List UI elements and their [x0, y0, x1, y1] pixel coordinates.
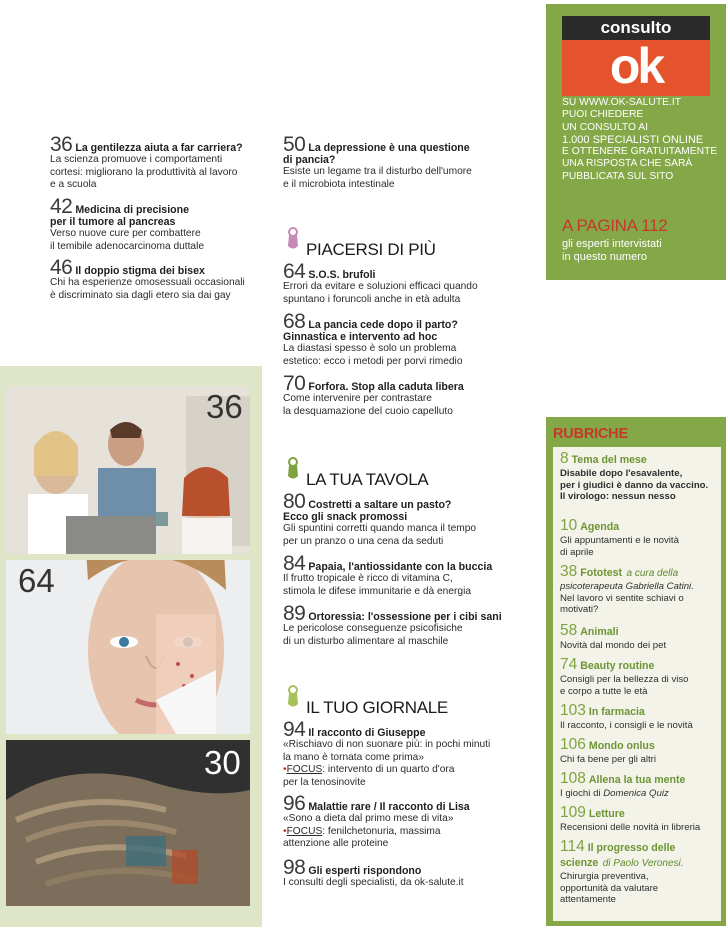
toc-entry-89[interactable]: [283, 602, 513, 648]
page-number: 68: [283, 310, 306, 333]
focus-line: •FOCUS: fenilchetonuria, massima: [283, 825, 441, 837]
rubrica-item-38[interactable]: [560, 564, 722, 616]
entry-desc: Chi ha esperienze omosessuali occasionali: [50, 277, 245, 288]
entry-desc: di un disturbo alimentare al maschile: [283, 635, 449, 647]
rubrica-title: Il progresso delle: [587, 842, 676, 854]
page-number: 64: [283, 260, 306, 283]
entry-title-line2: per il tumore al pancreas: [50, 216, 176, 228]
page-number: 46: [50, 256, 73, 279]
rubrica-title: Tema del mese: [571, 454, 647, 466]
toc-entry-80[interactable]: [283, 490, 513, 548]
entry-desc: spuntano i foruncoli anche in età adulta: [283, 293, 461, 305]
toc-entry-46[interactable]: [50, 256, 260, 302]
toc-entry-98[interactable]: [283, 856, 519, 890]
rubrica-desc: opportunità da valutare: [560, 882, 659, 894]
ok-logo-text: ok: [609, 38, 663, 94]
consulto-label: consulto: [562, 16, 710, 40]
rubrica-author: a cura della: [626, 568, 679, 579]
section-heading-giornale: IL TUO GIORNALE: [306, 698, 448, 718]
entry-title: La gentilezza aiuta a far carriera?: [75, 142, 243, 154]
entry-desc: La diastasi spesso è solo un problema: [283, 343, 457, 354]
rubrica-title-line2: scienze: [560, 857, 599, 869]
ok-hand-icon: [284, 456, 302, 482]
rubrica-desc: Recensioni delle novità in libreria: [560, 822, 701, 833]
rubriche-box: [546, 417, 726, 926]
entry-desc: cortesi: migliorano la produttività al lavoro: [50, 166, 238, 178]
rubriche-list: [553, 447, 721, 921]
entry-desc: I consulti degli specialisti, da ok-salute.it: [283, 877, 464, 888]
entry-desc: «Rischiavo di non suonare più: in pochi minuti: [283, 739, 491, 750]
entry-title-line2: di pancia?: [283, 154, 336, 166]
entry-desc: Come intervenire per contrastare: [283, 393, 432, 404]
consulto-line: PUBBLICATA SUL SITO: [562, 170, 674, 182]
entry-title: Il racconto di Giuseppe: [308, 727, 426, 739]
toc-entry-36[interactable]: [50, 133, 260, 192]
entry-title: Forfora. Stop alla caduta libera: [308, 381, 464, 393]
rubrica-desc: Chirurgia preventiva,: [560, 871, 649, 882]
entry-title: Malattie rare / Il racconto di Lisa: [308, 801, 470, 813]
focus-line: •FOCUS: intervento di un quarto d'ora: [283, 764, 455, 775]
consulto-line: PUOI CHIEDERE: [562, 109, 644, 121]
photo-page-number: 36: [206, 388, 243, 425]
page-number: 58: [560, 622, 578, 639]
page-number: 106: [560, 736, 586, 753]
page-number: 94: [283, 718, 306, 741]
rubrica-title: Letture: [588, 808, 625, 820]
rubriche-heading: RUBRICHE: [553, 426, 628, 442]
a-pagina-sub: gli esperti intervistati in questo numero: [562, 238, 662, 263]
consulto-text: [562, 97, 722, 183]
toc-entry-68[interactable]: [283, 310, 513, 368]
entry-desc: Verso nuove cure per combattere: [50, 228, 201, 239]
rubrica-title: In farmacia: [588, 706, 645, 718]
entry-title: La depressione è una questione: [308, 142, 470, 154]
rubrica-item-74[interactable]: [560, 657, 722, 697]
rubrica-item-8[interactable]: [560, 451, 722, 503]
rubrica-desc: Nel lavoro vi sentite schiavi o: [560, 592, 684, 604]
rubrica-title: Mondo onlus: [588, 740, 655, 752]
photo-face[interactable]: [6, 560, 250, 734]
page-number: 109: [560, 804, 586, 821]
entry-title: Il doppio stigma dei bisex: [75, 265, 205, 277]
entry-title-line2: Ginnastica e intervento ad hoc: [283, 331, 438, 343]
entry-title-line2: Ecco gli snack promossi: [283, 511, 408, 523]
rubrica-desc: motivati?: [560, 604, 599, 615]
entry-desc: «Sono a dieta dal primo mese di vita»: [283, 813, 454, 824]
rubrica-title: Agenda: [580, 521, 620, 533]
rubrica-title: Animali: [580, 626, 619, 638]
rubrica-item-103[interactable]: [560, 703, 722, 732]
entry-desc: attenzione alle proteine: [283, 838, 389, 849]
toc-entry-84[interactable]: [283, 552, 513, 598]
page-number: 84: [283, 552, 306, 575]
ok-hand-icon: [284, 226, 302, 252]
rubrica-title: Allena la tua mente: [588, 774, 686, 786]
photo-page-number: 30: [204, 744, 241, 781]
toc-entry-94[interactable]: [283, 718, 519, 789]
entry-desc: per un pranzo o una cena da seduti: [283, 535, 444, 547]
a-pagina-heading: A PAGINA 112: [562, 216, 668, 235]
page-number: 42: [50, 195, 73, 218]
toc-entry-96[interactable]: [283, 792, 519, 851]
rubrica-desc: Disabile dopo l'esavalente,: [560, 468, 683, 479]
entry-desc: è discriminato sia dagli etero sia dai gay: [50, 289, 231, 301]
rubrica-item-108[interactable]: [560, 771, 722, 800]
rubrica-item-58[interactable]: [560, 623, 722, 652]
consulto-line: UN CONSULTO AI: [562, 121, 649, 133]
rubrica-title: Beauty routine: [580, 660, 655, 672]
entry-desc: il temibile adenocarcinoma duttale: [50, 240, 205, 252]
consulto-line: SU WWW.OK-SALUTE.IT: [562, 97, 681, 108]
section-heading-piacersi: PIACERSI DI PIÙ: [306, 240, 436, 260]
ok-logo: [562, 16, 710, 96]
entry-title: Medicina di precisione: [75, 204, 189, 216]
entry-desc: La scienza promuove i comportamenti: [50, 154, 223, 165]
entry-desc: Il frutto tropicale è ricco di vitamina C,: [283, 573, 453, 584]
toc-entry-64[interactable]: [283, 260, 513, 306]
entry-title: Gli esperti rispondono: [308, 865, 422, 877]
page-number: 38: [560, 563, 578, 580]
rubrica-desc: di aprile: [560, 546, 594, 558]
toc-entry-50[interactable]: [283, 133, 513, 191]
rubrica-desc: Chi fa bene per gli altri: [560, 754, 656, 765]
photo-page-number: 64: [18, 562, 55, 599]
entry-title: S.O.S. brufoli: [308, 269, 376, 281]
consulto-line: 1.000 SPECIALISTI ONLINE: [562, 133, 704, 146]
toc-entry-70[interactable]: [283, 372, 513, 418]
rubrica-desc: Consigli per la bellezza di viso: [560, 674, 689, 685]
focus-link[interactable]: FOCUS: [286, 825, 323, 837]
entry-desc: e il microbiota intestinale: [283, 178, 395, 190]
entry-desc: Esiste un legame tra il disturbo dell'umore: [283, 166, 472, 177]
section-heading-tavola: LA TUA TAVOLA: [306, 470, 428, 490]
page-number: 98: [283, 856, 306, 879]
rubrica-desc: Gli appuntamenti e le novità: [560, 535, 679, 546]
entry-desc: Gli spuntini corretti quando manca il tempo: [283, 523, 477, 534]
rubrica-item-114[interactable]: [560, 839, 722, 906]
page-number: 10: [560, 517, 578, 534]
page-number: 74: [560, 656, 578, 673]
page-number: 114: [560, 838, 585, 855]
rubrica-item-109[interactable]: [560, 805, 722, 834]
page-number: 8: [560, 450, 569, 467]
page-number: 50: [283, 133, 306, 156]
focus-link[interactable]: FOCUS: [286, 764, 323, 775]
rubrica-desc: e corpo a tutte le età: [560, 685, 648, 697]
rubrica-item-10[interactable]: [560, 518, 722, 558]
entry-title: Costretti a saltare un pasto?: [308, 499, 452, 511]
rubrica-title: Fototest: [580, 567, 623, 579]
rubrica-desc: I giochi di Domenica Quiz: [560, 788, 669, 799]
entry-desc: la mano è tornata come prima»: [283, 751, 424, 763]
page-number: 108: [560, 770, 586, 787]
page-number: 89: [283, 602, 306, 625]
page-number: 103: [560, 702, 586, 719]
entry-desc: Errori da evitare e soluzioni efficaci quando: [283, 281, 478, 292]
entry-title: Papaia, l'antiossidante con la buccia: [308, 561, 493, 573]
entry-desc: estetico: ecco i metodi per porvi rimedio: [283, 355, 463, 367]
photo-column: [0, 366, 262, 927]
rubrica-item-106[interactable]: [560, 737, 722, 766]
entry-desc: Le pericolose conseguenze psicofisiche: [283, 623, 463, 634]
toc-entry-42[interactable]: [50, 195, 260, 253]
page-number: 96: [283, 792, 306, 815]
rubrica-desc: attentamente: [560, 894, 617, 905]
entry-desc: stimola le difese immunitarie e dà energia: [283, 585, 471, 597]
rubrica-desc: Novità dal mondo dei pet: [560, 640, 667, 651]
consulto-box[interactable]: [546, 4, 726, 280]
page-number: 80: [283, 490, 306, 513]
entry-desc: per la tenosinovite: [283, 776, 366, 788]
entry-desc: e a scuola: [50, 179, 97, 190]
page-number: 70: [283, 372, 306, 395]
consulto-line: UNA RISPOSTA CHE SARÀ: [562, 158, 693, 170]
page-number: 36: [50, 133, 73, 156]
rubrica-desc: Il racconto, i consigli e le novità: [560, 720, 693, 731]
rubrica-author: psicoterapeuta Gabriella Catini.: [560, 581, 694, 592]
consulto-line: E OTTENERE GRATUITAMENTE: [562, 146, 718, 158]
entry-desc: la desquamazione del cuoio capelluto: [283, 405, 453, 417]
ok-hand-icon: [284, 684, 302, 710]
photo-mummy[interactable]: [6, 740, 250, 906]
photo-office[interactable]: [6, 386, 250, 554]
entry-title: La pancia cede dopo il parto?: [308, 319, 458, 331]
rubrica-desc: per i giudici è danno da vaccino.: [560, 479, 709, 491]
entry-title: Ortoressia: l'ossessione per i cibi sani: [308, 611, 502, 623]
rubrica-desc: Il virologo: nessun nesso: [560, 491, 676, 502]
rubrica-author: di Paolo Veronesi.: [602, 858, 684, 869]
